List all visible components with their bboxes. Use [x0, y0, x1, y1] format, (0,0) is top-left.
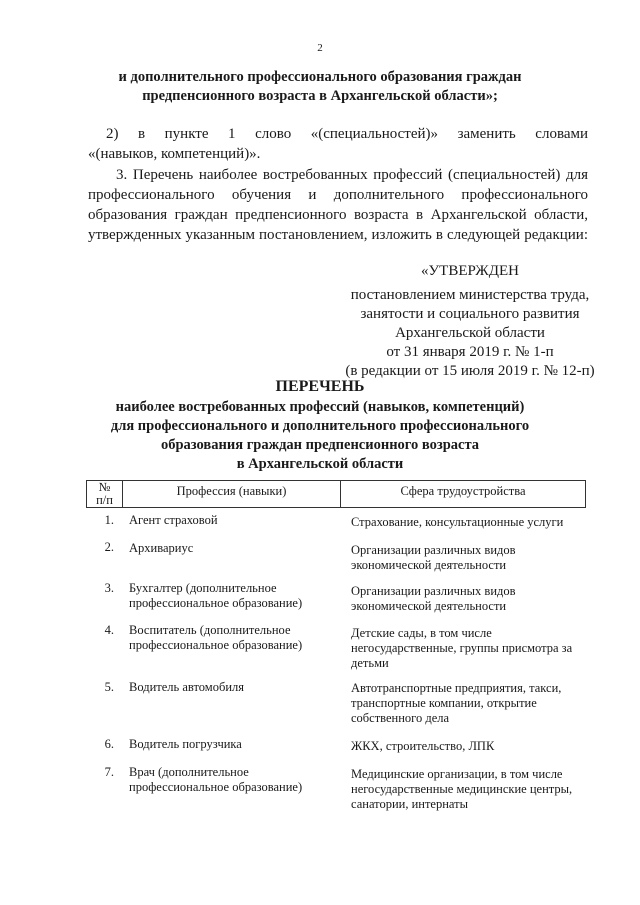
list-subtitle-line-4: в Архангельской области [236, 456, 404, 472]
row-2-profession: Архивариус [129, 541, 194, 555]
row-6-sphere: ЖКХ, строительство, ЛПК [351, 739, 495, 753]
approval-line-5: от 31 января 2019 г. № 1-п [386, 344, 554, 360]
row-2-sphere-line-1: Организации различных видов [351, 543, 516, 557]
row-4-number: 4. [104, 623, 114, 637]
list-subtitle-line-1: наиболее востребованных профессий (навыков, компетенций) [115, 399, 525, 415]
list-subtitle-line-3: образования граждан предпенсионного возраста [160, 437, 480, 453]
list-subtitle-line-2: для профессионального и дополнительного профессионального [110, 418, 530, 434]
approval-line-4: Архангельской области [395, 325, 545, 341]
row-5-sphere-line-2: транспортные компании, открытие [351, 696, 537, 710]
row-5-profession: Водитель автомобиля [129, 680, 244, 694]
paragraph-3-line-4: утвержденных указанным постановлением, изложить в следующей редакции: [88, 227, 588, 243]
list-title: ПЕРЕЧЕНЬ [275, 378, 365, 395]
row-4-sphere-line-3: детьми [351, 656, 389, 670]
row-4-profession-line-1: Воспитатель (дополнительное [129, 623, 291, 637]
table-right-border [585, 480, 586, 508]
word: заменить [457, 126, 516, 142]
word: в [138, 126, 146, 142]
row-3-sphere-line-1: Организации различных видов [351, 584, 516, 598]
row-3-profession-line-2: профессиональное образование) [129, 596, 303, 610]
row-2-number: 2. [104, 540, 114, 554]
row-5-sphere-line-1: Автотранспортные предприятия, такси, [351, 681, 562, 695]
row-3-number: 3. [104, 581, 114, 595]
paragraph-2-line-1 [106, 124, 588, 144]
row-6-profession: Водитель погрузчика [129, 737, 242, 751]
header-sphere: Сфера трудоустройства [400, 484, 526, 498]
paragraph-3-line-3: образования граждан предпенсионного возраста в Архангельской области, [88, 207, 588, 223]
row-1-profession: Агент страховой [129, 513, 218, 527]
header-profession: Профессия (навыки) [176, 484, 287, 498]
word: слово [255, 126, 292, 142]
word: словами [535, 126, 589, 142]
row-1-number: 1. [104, 513, 114, 527]
row-5-number: 5. [104, 680, 114, 694]
row-4-sphere-line-1: Детские сады, в том числе [351, 626, 492, 640]
header-num-line-2: п/п [96, 493, 113, 507]
row-3-profession-line-1: Бухгалтер (дополнительное [129, 581, 277, 595]
word: «(специальностей)» [310, 126, 439, 142]
row-4-sphere-line-2: негосударственные, группы присмотра за [351, 641, 573, 655]
row-7-sphere-line-3: санатории, интернаты [351, 797, 469, 811]
heading-continuation-line-1: и дополнительного профессионального образования граждан [118, 69, 522, 85]
row-7-sphere-line-1: Медицинские организации, в том числе [351, 767, 563, 781]
heading-continuation-line-2: предпенсионного возраста в Архангельской области»; [142, 88, 498, 104]
approval-line-1: «УТВЕРЖДЕН [421, 263, 519, 279]
approval-line-3: занятости и социального развития [360, 306, 580, 322]
word: 2) [106, 126, 119, 142]
row-1-sphere: Страхование, консультационные услуги [351, 515, 564, 529]
row-2-sphere-line-2: экономической деятельности [351, 558, 507, 572]
table-top-border [86, 480, 586, 481]
table-header-bottom-border [86, 507, 586, 508]
header-num-line-1: № [98, 480, 111, 494]
row-7-profession-line-2: профессиональное образование) [129, 780, 303, 794]
row-7-sphere-line-2: негосударственные медицинские центры, [351, 782, 573, 796]
paragraph-3-line-1: 3. Перечень наиболее востребованных профессий (специальностей) для [116, 167, 588, 183]
row-4-profession-line-2: профессиональное образование) [129, 638, 303, 652]
word: 1 [228, 126, 236, 142]
paragraph-2-line-2: «(навыков, компетенций)». [88, 146, 261, 162]
row-3-sphere-line-2: экономической деятельности [351, 599, 507, 613]
approval-line-6: (в редакции от 15 июля 2019 г. № 12-п) [345, 363, 595, 379]
paragraph-3-line-2: профессионального обучения и дополнительного профессионального [88, 187, 588, 203]
row-7-number: 7. [104, 765, 114, 779]
row-7-profession-line-1: Врач (дополнительное [129, 765, 249, 779]
row-5-sphere-line-3: собственного дела [351, 711, 450, 725]
approval-line-2: постановлением министерства труда, [350, 287, 590, 303]
row-6-number: 6. [104, 737, 114, 751]
page-number: 2 [317, 42, 323, 54]
word: пункте [164, 126, 209, 142]
